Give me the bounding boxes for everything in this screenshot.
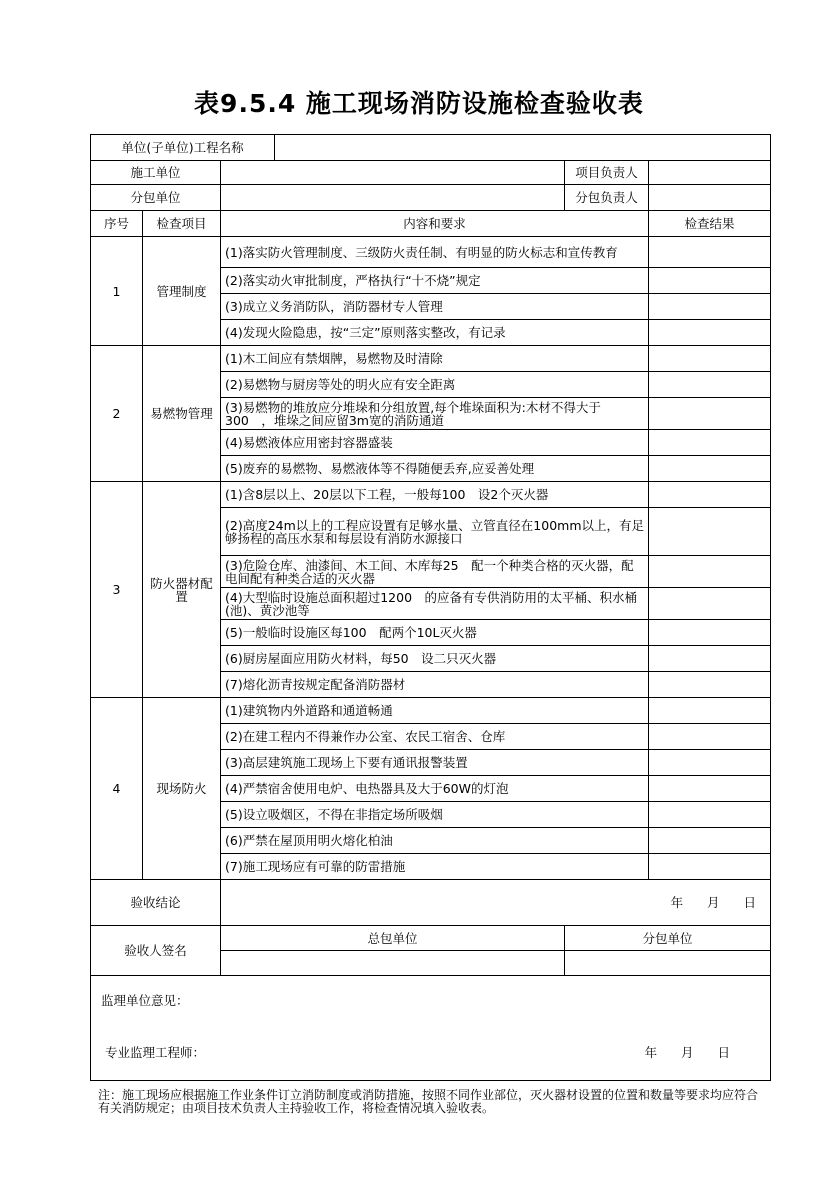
construction-unit-label: 施工单位 bbox=[91, 161, 221, 185]
requirement-text: (3)成立义务消防队，消防器材专人管理 bbox=[221, 294, 649, 320]
requirement-text: (5)一般临时设施区每100 配两个10L灭火器 bbox=[221, 620, 649, 646]
project-name-field[interactable] bbox=[275, 135, 771, 161]
project-manager-label: 项目负责人 bbox=[565, 161, 649, 185]
requirement-text: (4)严禁宿舍使用电炉、电热器具及大于60W的灯泡 bbox=[221, 776, 649, 802]
requirement-text: (3)高层建筑施工现场上下要有通讯报警装置 bbox=[221, 750, 649, 776]
group-number: 2 bbox=[91, 346, 143, 482]
subcontractor-label: 分包单位 bbox=[565, 926, 771, 951]
footnote: 注：施工现场应根据施工作业条件订立消防制度或消防措施，按照不同作业部位，灭火器材设置的位置和数量等要求均应符合有关消防规定；由项目技术负责人主持验收工作，将检查情况填入验收表。 bbox=[98, 1088, 759, 1115]
group-number: 4 bbox=[91, 698, 143, 880]
result-cell[interactable] bbox=[649, 346, 771, 372]
project-manager-field[interactable] bbox=[649, 161, 771, 185]
signature-header-row bbox=[91, 926, 771, 951]
result-cell[interactable] bbox=[649, 802, 771, 828]
result-cell[interactable] bbox=[649, 268, 771, 294]
result-cell[interactable] bbox=[649, 430, 771, 456]
requirement-text: (1)含8层以上、20层以下工程，一般每100 设2个灭火器 bbox=[221, 482, 649, 508]
result-cell[interactable] bbox=[649, 750, 771, 776]
result-cell[interactable] bbox=[649, 776, 771, 802]
result-cell[interactable] bbox=[649, 294, 771, 320]
supervision-date: 年 月 日 bbox=[644, 1045, 741, 1060]
requirement-text: (2)易燃物与厨房等处的明火应有安全距离 bbox=[221, 372, 649, 398]
subcontract-unit-label: 分包单位 bbox=[91, 185, 221, 211]
requirement-text: (4)发现火险隐患，按“三定”原则落实整改，有记录 bbox=[221, 320, 649, 346]
result-cell[interactable] bbox=[649, 237, 771, 268]
result-cell[interactable] bbox=[649, 588, 771, 620]
requirement-text: (6)厨房屋面应用防火材料，每50 设二只灭火器 bbox=[221, 646, 649, 672]
result-cell[interactable] bbox=[649, 828, 771, 854]
supervision-opinion-label: 监理单位意见： bbox=[101, 993, 189, 1008]
requirement-text: (7)熔化沥青按规定配备消防器材 bbox=[221, 672, 649, 698]
result-cell[interactable] bbox=[649, 646, 771, 672]
result-cell[interactable] bbox=[649, 398, 771, 430]
result-cell[interactable] bbox=[649, 672, 771, 698]
supervision-cell[interactable] bbox=[91, 976, 771, 1081]
requirement-text: (6)严禁在屋顶用明火熔化柏油 bbox=[221, 828, 649, 854]
table-row bbox=[91, 482, 771, 508]
group-number: 3 bbox=[91, 482, 143, 698]
requirement-text: (2)落实动火审批制度，严格执行“十不烧”规定 bbox=[221, 268, 649, 294]
result-cell[interactable] bbox=[649, 482, 771, 508]
requirement-text: (2)在建工程内不得兼作办公室、农民工宿舍、仓库 bbox=[221, 724, 649, 750]
inspection-table bbox=[90, 134, 771, 1081]
result-cell[interactable] bbox=[649, 724, 771, 750]
result-cell[interactable] bbox=[649, 556, 771, 588]
requirement-text: (3)危险仓库、油漆间、木工间、木库每25 配一个种类合格的灭火器，配电间配有种类合适的灭火器 bbox=[221, 556, 649, 588]
subcontract-unit-field[interactable] bbox=[221, 185, 565, 211]
header-row-construction bbox=[91, 161, 771, 185]
result-cell[interactable] bbox=[649, 372, 771, 398]
group-item: 易燃物管理 bbox=[143, 346, 221, 482]
conclusion-label: 验收结论 bbox=[91, 880, 221, 926]
table-row bbox=[91, 346, 771, 372]
supervision-engineer-label: 专业监理工程师： bbox=[105, 1045, 206, 1060]
header-row-subcontract bbox=[91, 185, 771, 211]
subcontract-manager-field[interactable] bbox=[649, 185, 771, 211]
column-header-no: 序号 bbox=[91, 211, 143, 237]
table-row bbox=[91, 698, 771, 724]
result-cell[interactable] bbox=[649, 456, 771, 482]
subcontract-manager-label: 分包负责人 bbox=[565, 185, 649, 211]
requirement-text: (7)施工现场应有可靠的防雷措施 bbox=[221, 854, 649, 880]
column-header-result: 检查结果 bbox=[649, 211, 771, 237]
requirement-text: (4)易燃液体应用密封容器盛装 bbox=[221, 430, 649, 456]
requirement-text: (5)设立吸烟区，不得在非指定场所吸烟 bbox=[221, 802, 649, 828]
result-cell[interactable] bbox=[649, 508, 771, 556]
table-row bbox=[91, 237, 771, 268]
requirement-text: (1)木工间应有禁烟牌，易燃物及时清除 bbox=[221, 346, 649, 372]
general-contractor-signature-field[interactable] bbox=[221, 951, 565, 976]
requirement-text: (4)大型临时设施总面积超过1200 的应备有专供消防用的太平桶、积水桶(池)、黄沙池等 bbox=[221, 588, 649, 620]
requirement-text: (2)高度24m以上的工程应设置有足够水量、立管直径在100mm以上，有足够扬程的高压水泵和每层设有消防水源接口 bbox=[221, 508, 649, 556]
subcontractor-signature-field[interactable] bbox=[565, 951, 771, 976]
result-cell[interactable] bbox=[649, 620, 771, 646]
group-number: 1 bbox=[91, 237, 143, 346]
construction-unit-field[interactable] bbox=[221, 161, 565, 185]
result-cell[interactable] bbox=[649, 854, 771, 880]
conclusion-row bbox=[91, 880, 771, 926]
result-cell[interactable] bbox=[649, 320, 771, 346]
conclusion-date[interactable]: 年 月 日 bbox=[221, 880, 771, 926]
page-title: 表9.5.4 施工现场消防设施检查验收表 bbox=[194, 89, 644, 118]
group-item: 防火器材配置 bbox=[143, 482, 221, 698]
group-item: 管理制度 bbox=[143, 237, 221, 346]
requirement-text: (3)易燃物的堆放应分堆垛和分组放置,每个堆垛面积为:木材不得大于300 ，堆垛之间应留3m宽的消防通道 bbox=[221, 398, 649, 430]
result-cell[interactable] bbox=[649, 698, 771, 724]
column-header-item: 检查项目 bbox=[143, 211, 221, 237]
group-item: 现场防火 bbox=[143, 698, 221, 880]
column-header-content: 内容和要求 bbox=[221, 211, 649, 237]
signature-label: 验收人签名 bbox=[91, 926, 221, 976]
general-contractor-label: 总包单位 bbox=[221, 926, 565, 951]
requirement-text: (1)建筑物内外道路和通道畅通 bbox=[221, 698, 649, 724]
supervision-row bbox=[91, 976, 771, 1081]
requirement-text: (5)废弃的易燃物、易燃液体等不得随便丢弃,应妥善处理 bbox=[221, 456, 649, 482]
header-row-project bbox=[91, 135, 771, 161]
column-header-row bbox=[91, 211, 771, 237]
requirement-text: (1)落实防火管理制度、三级防火责任制、有明显的防火标志和宣传教育 bbox=[221, 237, 649, 268]
project-name-label: 单位(子单位)工程名称 bbox=[91, 135, 275, 161]
